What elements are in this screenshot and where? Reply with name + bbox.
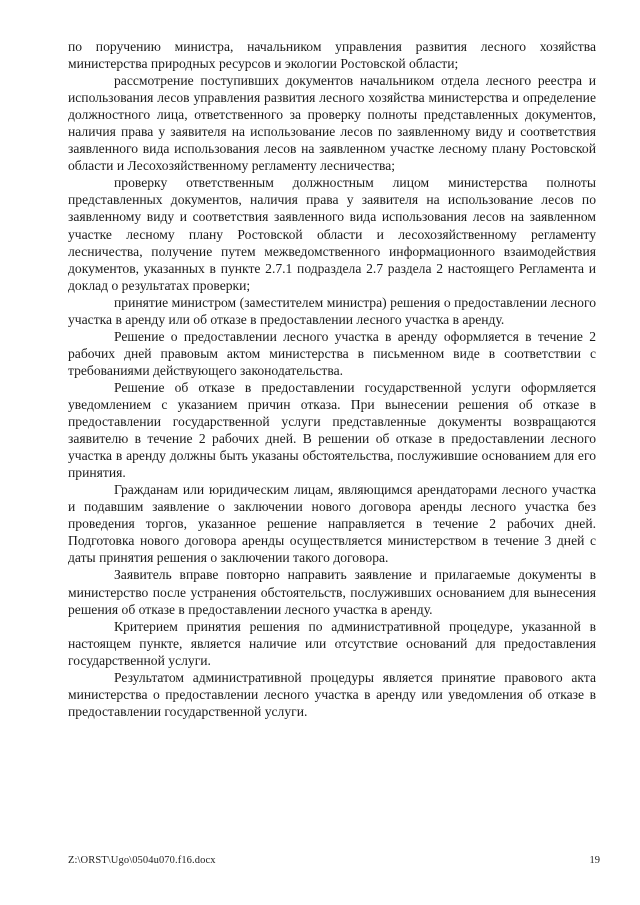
paragraph: Результатом административной процедуры является принятие правового акта министерства о предоставлении лесного участка в аренду или уведомления об отказе в предоставлении государственной услуги. <box>68 669 596 719</box>
paragraph: Критерием принятия решения по административной процедуре, указанной в настоящем пункте, является наличие или отсутствие оснований для предоставления государственной услуги. <box>68 618 596 668</box>
page-number: 19 <box>589 855 600 866</box>
paragraph: рассмотрение поступивших документов начальником отдела лесного реестра и использования лесов управления развития лесного хозяйства министерства и определение должностного лица, ответственного за проверку полноты представленных документов, наличия права у заявителя на использование лесов по заявленному виду и соответствия заявленного вида использования лесов на заявленном участке лесному плану Ростовской области и Лесохозяйственному регламенту лесничества; <box>68 73 596 174</box>
paragraph: Решение об отказе в предоставлении государственной услуги оформляется уведомлением с указанием причин отказа. При вынесении решения об отказе в предоставлении государственной услуги представленные документы возвращаются заявителю в течение 2 рабочих дней. В решении об отказе в предоставлении лесного участка в аренду должны быть указаны обстоятельства, послужившие основанием для его принятия. <box>68 379 596 481</box>
paragraph: принятие министром (заместителем министра) решения о предоставлении лесного участка в аренду или об отказе в предоставлении лесного участка в аренду. <box>68 294 596 327</box>
paragraph: по поручению министра, начальником управления развития лесного хозяйства министерства природных ресурсов и экологии Ростовской области; <box>68 39 596 72</box>
paragraph: проверку ответственным должностным лицом министерства полноты представленных документов, наличия права у заявителя на использование лесов по заявленному виду и соответствия заявленного вида использования лесов на заявленном участке лесному плану Ростовской области и лесохозяйственному регламенту лесничества, получение путем межведомственного информационного взаимодействия документов, указанных в пункте 2.7.1 подраздела 2.7 раздела 2 настоящего Регламента и доклад о результатах проверки; <box>68 175 596 293</box>
paragraph: Гражданам или юридическим лицам, являющимся арендаторами лесного участка и подавшим заявление о заключении нового договора аренды лесного участка без проведения торгов, указанное решение направляется в течение 2 рабочих дней. Подготовка нового договора аренды осуществляется министерством в течение 3 дней с даты принятия решения о заключении такого договора. <box>68 482 596 566</box>
document-body <box>68 38 596 720</box>
paragraph: Заявитель вправе повторно направить заявление и прилагаемые документы в министерство после устранения обстоятельств, послуживших основанием для вынесения решения об отказе в предоставлении лесного участка в аренду. <box>68 567 596 617</box>
footer-file-path: Z:\ORST\Ugo\0504u070.f16.docx <box>68 855 216 866</box>
paragraph: Решение о предоставлении лесного участка в аренду оформляется в течение 2 рабочих дней правовым актом министерства в письменном виде в соответствии с требованиями действующего законодательства. <box>68 328 596 378</box>
